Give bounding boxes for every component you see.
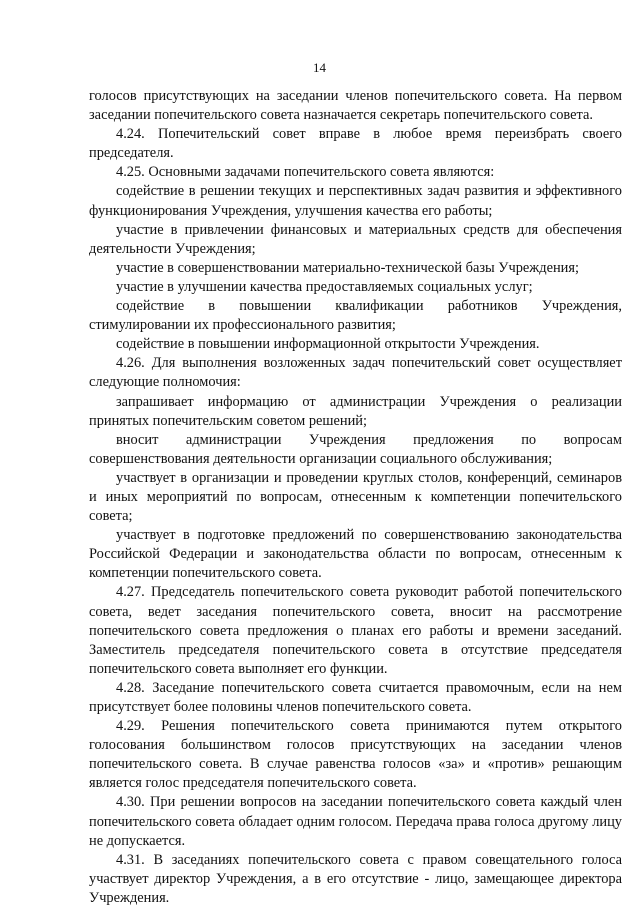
paragraph-4-30: 4.30. При решении вопросов на заседании попечительского совета каждый член попечительского совета обладает одним голосом. Передача права голоса другому лицу не допускается. — [89, 794, 622, 849]
paragraph-4-25: 4.25. Основными задачами попечительского совета являются: — [116, 164, 495, 181]
document-body — [89, 87, 622, 908]
list-item: участие в привлечении финансовых и материальных средств для обеспечения деятельности Учреждения; — [89, 221, 622, 257]
list-item: участвует в организации и проведении круглых столов, конференций, семинаров и иных мероприятий по вопросам, отнесенным к компетенции попечительского совета; — [89, 469, 622, 525]
paragraph-4-27: 4.27. Председатель попечительского совета руководит работой попечительского совета, ведет заседания попечительского совета, вносит на рассмотрение попечительского совета предложения о планах его работы и времени заседаний. Заместитель председателя попечительского совета в отсутствие председателя попечительского совета выполняет его функции. — [89, 584, 622, 677]
list-item: запрашивает информацию от администрации Учреждения о реализации принятых попечительским советом решений; — [89, 393, 622, 429]
list-item: участвует в подготовке предложений по совершенствованию законодательства Российской Федерации и законодательства области по вопросам, отнесенным к компетенции попечительского совета. — [89, 527, 622, 582]
paragraph-4-31: 4.31. В заседаниях попечительского совета с правом совещательного голоса участвует директор Учреждения, а в его отсутствие - лицо, замещающее директора Учреждения. — [89, 851, 622, 906]
paragraph-4-29: 4.29. Решения попечительского совета принимаются путем открытого голосования большинством голосов присутствующих на заседании членов попечительского совета. В случае равенства голосов «за» и «против» решающим является голос председателя попечительского совета. — [89, 718, 622, 792]
paragraph-4-26: 4.26. Для выполнения возложенных задач попечительский совет осуществляет следующие полномочия: — [89, 355, 622, 391]
list-item: содействие в повышении информационной открытости Учреждения. — [116, 336, 540, 353]
list-item: вносит администрации Учреждения предложения по вопросам совершенствования деятельности организации социального обслуживания; — [89, 431, 622, 467]
page-number: 14 — [313, 60, 326, 75]
paragraph-4-28: 4.28. Заседание попечительского совета считается правомочным, если на нем присутствует более половины членов попечительского совета. — [89, 679, 622, 715]
paragraph-4-24: 4.24. Попечительский совет вправе в любое время переизбрать своего председателя. — [89, 126, 622, 162]
list-item: участие в улучшении качества предоставляемых социальных услуг; — [116, 278, 533, 295]
list-item: содействие в повышении квалификации работников Учреждения, стимулировании их профессионального развития; — [89, 298, 622, 334]
list-item: содействие в решении текущих и перспективных задач развития и эффективного функционирования Учреждения, улучшения качества его работы; — [89, 183, 622, 219]
list-item: участие в совершенствовании материально-технической базы Учреждения; — [116, 259, 579, 276]
paragraph-continuation: голосов присутствующих на заседании членов попечительского совета. На первом заседании попечительского совета назначается секретарь попечительского совета. — [89, 88, 622, 124]
